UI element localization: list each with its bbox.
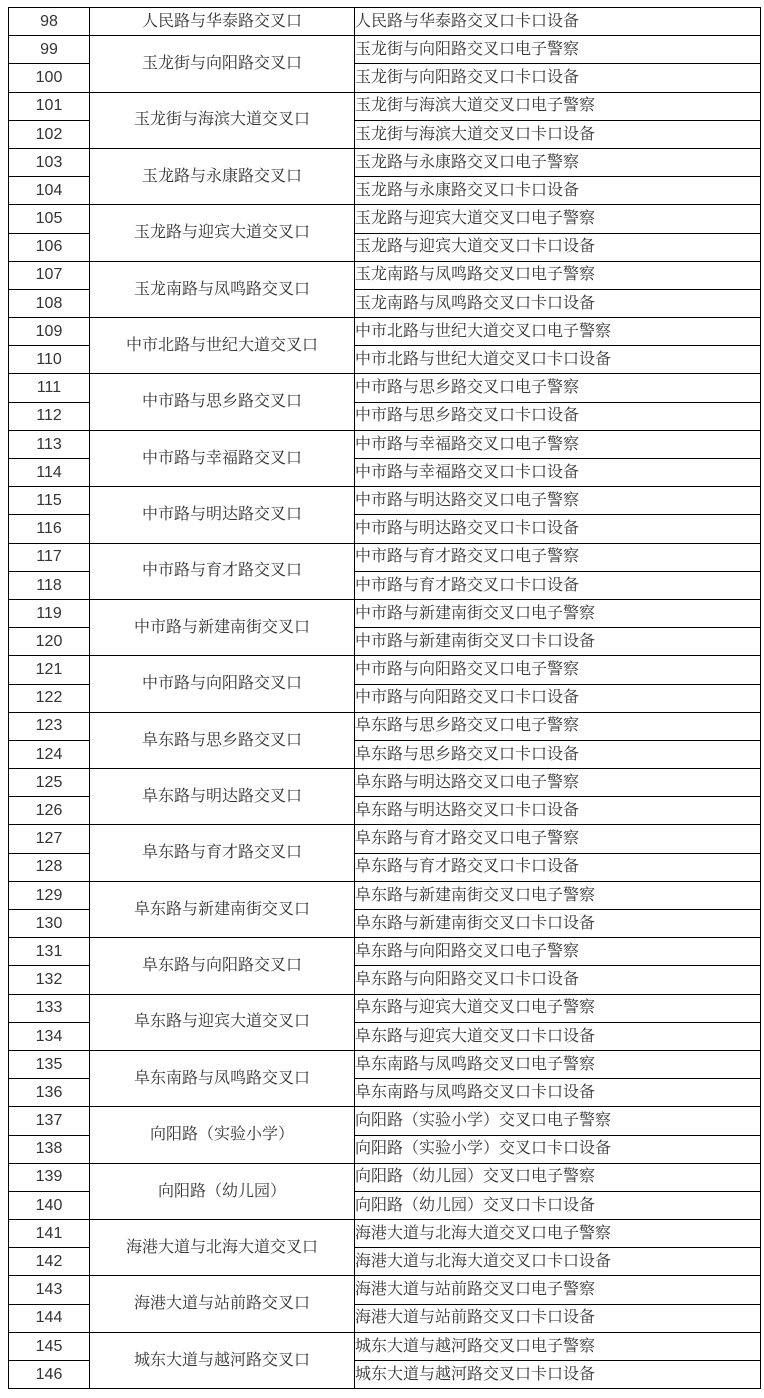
equipment-name-cell: 中市路与新建南街交叉口卡口设备 — [355, 628, 761, 656]
equipment-name-cell: 城东大道与越河路交叉口电子警察 — [355, 1332, 761, 1360]
serial-number-cell: 102 — [9, 120, 90, 148]
serial-number-cell: 118 — [9, 571, 90, 599]
serial-number-cell: 126 — [9, 797, 90, 825]
equipment-name-cell: 中市路与育才路交叉口卡口设备 — [355, 571, 761, 599]
serial-number-cell: 128 — [9, 853, 90, 881]
serial-number-cell: 130 — [9, 910, 90, 938]
equipment-name-cell: 阜东南路与凤鸣路交叉口电子警察 — [355, 1050, 761, 1078]
serial-number-cell: 115 — [9, 487, 90, 515]
equipment-name-cell: 中市路与育才路交叉口电子警察 — [355, 543, 761, 571]
equipment-name-cell: 中市路与向阳路交叉口卡口设备 — [355, 684, 761, 712]
equipment-name-cell: 中市北路与世纪大道交叉口卡口设备 — [355, 346, 761, 374]
serial-number-cell: 144 — [9, 1304, 90, 1332]
intersection-name-cell: 阜东路与育才路交叉口 — [90, 825, 355, 881]
table-row — [9, 1220, 761, 1248]
serial-number-cell: 104 — [9, 177, 90, 205]
equipment-name-cell: 阜东路与向阳路交叉口电子警察 — [355, 938, 761, 966]
serial-number-cell: 111 — [9, 374, 90, 402]
serial-number-cell: 137 — [9, 1107, 90, 1135]
equipment-name-cell: 中市路与思乡路交叉口卡口设备 — [355, 402, 761, 430]
serial-number-cell: 121 — [9, 656, 90, 684]
table-row — [9, 1050, 761, 1078]
serial-number-cell: 141 — [9, 1220, 90, 1248]
equipment-name-cell: 向阳路（幼儿园）交叉口卡口设备 — [355, 1191, 761, 1219]
equipment-name-cell: 中市路与新建南街交叉口电子警察 — [355, 599, 761, 627]
serial-number-cell: 125 — [9, 769, 90, 797]
table-row — [9, 205, 761, 233]
intersection-name-cell: 玉龙路与迎宾大道交叉口 — [90, 205, 355, 261]
serial-number-cell: 116 — [9, 515, 90, 543]
serial-number-cell: 124 — [9, 740, 90, 768]
table-row — [9, 318, 761, 346]
intersection-name-cell: 海港大道与北海大道交叉口 — [90, 1220, 355, 1276]
equipment-name-cell: 阜东南路与凤鸣路交叉口卡口设备 — [355, 1079, 761, 1107]
serial-number-cell: 140 — [9, 1191, 90, 1219]
table-row — [9, 543, 761, 571]
serial-number-cell: 106 — [9, 233, 90, 261]
intersection-name-cell: 中市路与育才路交叉口 — [90, 543, 355, 599]
intersection-name-cell: 向阳路（幼儿园） — [90, 1163, 355, 1219]
serial-number-cell: 132 — [9, 966, 90, 994]
intersection-name-cell: 中市北路与世纪大道交叉口 — [90, 318, 355, 374]
equipment-name-cell: 中市路与向阳路交叉口电子警察 — [355, 656, 761, 684]
serial-number-cell: 123 — [9, 712, 90, 740]
intersection-name-cell: 玉龙街与向阳路交叉口 — [90, 36, 355, 92]
serial-number-cell: 105 — [9, 205, 90, 233]
serial-number-cell: 117 — [9, 543, 90, 571]
table-row — [9, 994, 761, 1022]
serial-number-cell: 139 — [9, 1163, 90, 1191]
table-row — [9, 825, 761, 853]
serial-number-cell: 133 — [9, 994, 90, 1022]
equipment-name-cell: 阜东路与迎宾大道交叉口电子警察 — [355, 994, 761, 1022]
intersection-name-cell: 玉龙路与永康路交叉口 — [90, 148, 355, 204]
device-table-body — [9, 8, 761, 1389]
equipment-name-cell: 人民路与华泰路交叉口卡口设备 — [355, 8, 761, 36]
table-row — [9, 881, 761, 909]
equipment-name-cell: 阜东路与育才路交叉口电子警察 — [355, 825, 761, 853]
equipment-name-cell: 向阳路（幼儿园）交叉口电子警察 — [355, 1163, 761, 1191]
serial-number-cell: 134 — [9, 1022, 90, 1050]
table-row — [9, 656, 761, 684]
intersection-name-cell: 中市路与向阳路交叉口 — [90, 656, 355, 712]
serial-number-cell: 119 — [9, 599, 90, 627]
equipment-name-cell: 玉龙路与永康路交叉口电子警察 — [355, 148, 761, 176]
serial-number-cell: 98 — [9, 8, 90, 36]
serial-number-cell: 103 — [9, 148, 90, 176]
table-row — [9, 487, 761, 515]
equipment-name-cell: 玉龙路与永康路交叉口卡口设备 — [355, 177, 761, 205]
intersection-name-cell: 中市路与幸福路交叉口 — [90, 430, 355, 486]
equipment-name-cell: 阜东路与新建南街交叉口卡口设备 — [355, 910, 761, 938]
equipment-name-cell: 阜东路与思乡路交叉口卡口设备 — [355, 740, 761, 768]
table-row — [9, 769, 761, 797]
equipment-name-cell: 玉龙街与向阳路交叉口电子警察 — [355, 36, 761, 64]
serial-number-cell: 142 — [9, 1248, 90, 1276]
device-table-container — [8, 7, 761, 1389]
equipment-name-cell: 阜东路与明达路交叉口卡口设备 — [355, 797, 761, 825]
equipment-name-cell: 玉龙街与向阳路交叉口卡口设备 — [355, 64, 761, 92]
equipment-name-cell: 中市路与明达路交叉口电子警察 — [355, 487, 761, 515]
table-row — [9, 36, 761, 64]
intersection-name-cell: 向阳路（实验小学） — [90, 1107, 355, 1163]
equipment-name-cell: 向阳路（实验小学）交叉口电子警察 — [355, 1107, 761, 1135]
intersection-name-cell: 阜东南路与凤鸣路交叉口 — [90, 1050, 355, 1106]
equipment-name-cell: 玉龙路与迎宾大道交叉口卡口设备 — [355, 233, 761, 261]
serial-number-cell: 120 — [9, 628, 90, 656]
serial-number-cell: 131 — [9, 938, 90, 966]
serial-number-cell: 110 — [9, 346, 90, 374]
equipment-name-cell: 阜东路与育才路交叉口卡口设备 — [355, 853, 761, 881]
equipment-name-cell: 中市路与思乡路交叉口电子警察 — [355, 374, 761, 402]
serial-number-cell: 127 — [9, 825, 90, 853]
intersection-name-cell: 中市路与明达路交叉口 — [90, 487, 355, 543]
table-row — [9, 1276, 761, 1304]
table-row — [9, 261, 761, 289]
equipment-name-cell: 阜东路与迎宾大道交叉口卡口设备 — [355, 1022, 761, 1050]
equipment-name-cell: 中市路与明达路交叉口卡口设备 — [355, 515, 761, 543]
equipment-name-cell: 阜东路与新建南街交叉口电子警察 — [355, 881, 761, 909]
serial-number-cell: 146 — [9, 1361, 90, 1389]
equipment-name-cell: 阜东路与明达路交叉口电子警察 — [355, 769, 761, 797]
serial-number-cell: 100 — [9, 64, 90, 92]
table-row — [9, 599, 761, 627]
table-row — [9, 938, 761, 966]
equipment-name-cell: 玉龙街与海滨大道交叉口卡口设备 — [355, 120, 761, 148]
equipment-name-cell: 中市路与幸福路交叉口卡口设备 — [355, 459, 761, 487]
intersection-name-cell: 玉龙南路与凤鸣路交叉口 — [90, 261, 355, 317]
equipment-name-cell: 玉龙南路与凤鸣路交叉口电子警察 — [355, 261, 761, 289]
equipment-name-cell: 玉龙路与迎宾大道交叉口电子警察 — [355, 205, 761, 233]
table-row — [9, 148, 761, 176]
serial-number-cell: 145 — [9, 1332, 90, 1360]
serial-number-cell: 99 — [9, 36, 90, 64]
intersection-name-cell: 阜东路与明达路交叉口 — [90, 769, 355, 825]
intersection-name-cell: 玉龙街与海滨大道交叉口 — [90, 92, 355, 148]
equipment-name-cell: 玉龙南路与凤鸣路交叉口卡口设备 — [355, 289, 761, 317]
equipment-name-cell: 海港大道与北海大道交叉口电子警察 — [355, 1220, 761, 1248]
serial-number-cell: 136 — [9, 1079, 90, 1107]
intersection-name-cell: 中市路与新建南街交叉口 — [90, 599, 355, 655]
serial-number-cell: 107 — [9, 261, 90, 289]
table-row — [9, 1163, 761, 1191]
intersection-equipment-table — [8, 7, 761, 1389]
serial-number-cell: 129 — [9, 881, 90, 909]
equipment-name-cell: 中市北路与世纪大道交叉口电子警察 — [355, 318, 761, 346]
serial-number-cell: 135 — [9, 1050, 90, 1078]
serial-number-cell: 108 — [9, 289, 90, 317]
serial-number-cell: 138 — [9, 1135, 90, 1163]
intersection-name-cell: 阜东路与新建南街交叉口 — [90, 881, 355, 937]
equipment-name-cell: 海港大道与站前路交叉口卡口设备 — [355, 1304, 761, 1332]
equipment-name-cell: 玉龙街与海滨大道交叉口电子警察 — [355, 92, 761, 120]
table-row — [9, 1332, 761, 1360]
serial-number-cell: 122 — [9, 684, 90, 712]
equipment-name-cell: 海港大道与北海大道交叉口卡口设备 — [355, 1248, 761, 1276]
table-row — [9, 374, 761, 402]
equipment-name-cell: 中市路与幸福路交叉口电子警察 — [355, 430, 761, 458]
serial-number-cell: 101 — [9, 92, 90, 120]
table-row — [9, 1107, 761, 1135]
intersection-name-cell: 阜东路与迎宾大道交叉口 — [90, 994, 355, 1050]
table-row — [9, 430, 761, 458]
serial-number-cell: 143 — [9, 1276, 90, 1304]
intersection-name-cell: 城东大道与越河路交叉口 — [90, 1332, 355, 1388]
equipment-name-cell: 阜东路与思乡路交叉口电子警察 — [355, 712, 761, 740]
table-row — [9, 712, 761, 740]
serial-number-cell: 113 — [9, 430, 90, 458]
intersection-name-cell: 人民路与华泰路交叉口 — [90, 8, 355, 36]
intersection-name-cell: 阜东路与向阳路交叉口 — [90, 938, 355, 994]
serial-number-cell: 109 — [9, 318, 90, 346]
intersection-name-cell: 阜东路与思乡路交叉口 — [90, 712, 355, 768]
equipment-name-cell: 海港大道与站前路交叉口电子警察 — [355, 1276, 761, 1304]
serial-number-cell: 114 — [9, 459, 90, 487]
table-row — [9, 92, 761, 120]
equipment-name-cell: 城东大道与越河路交叉口卡口设备 — [355, 1361, 761, 1389]
intersection-name-cell: 中市路与思乡路交叉口 — [90, 374, 355, 430]
equipment-name-cell: 阜东路与向阳路交叉口卡口设备 — [355, 966, 761, 994]
intersection-name-cell: 海港大道与站前路交叉口 — [90, 1276, 355, 1332]
table-row — [9, 8, 761, 36]
equipment-name-cell: 向阳路（实验小学）交叉口卡口设备 — [355, 1135, 761, 1163]
serial-number-cell: 112 — [9, 402, 90, 430]
